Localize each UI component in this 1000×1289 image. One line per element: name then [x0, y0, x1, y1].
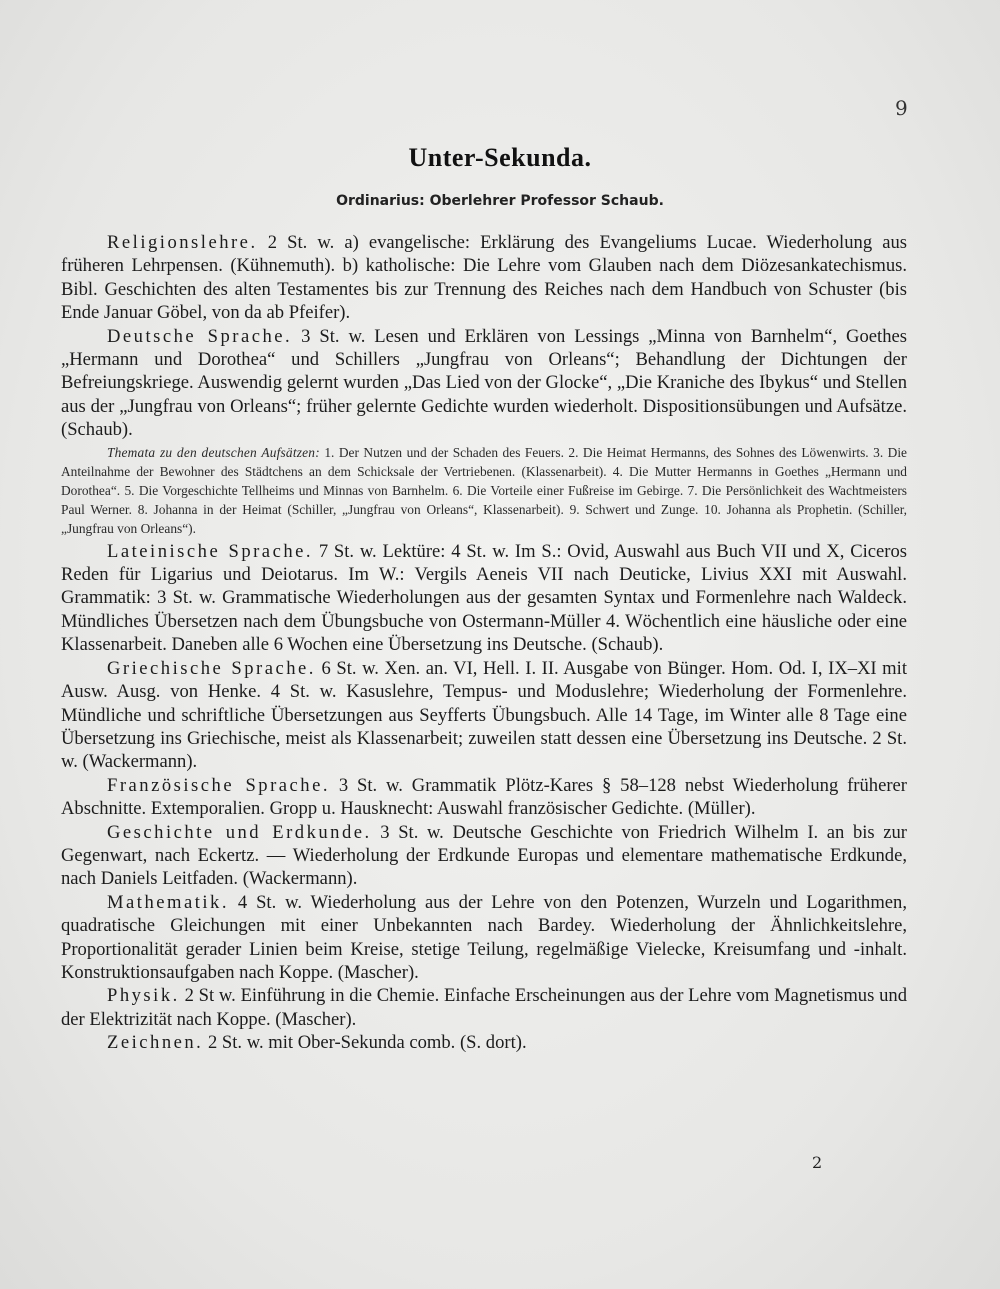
- section-text: 2 St. w. a) evangelische: Erklärung des Evangeliums Lucae. Wiederholung aus früheren Lehrpensen. (Kühnemuth). b) katholische: Die Lehre vom Glauben nach dem Diözesankatechismus. Bibl. Geschichten des alten Testamentes bis zur Trennung des Reiches nach dem Handbuch von Schuster (bis Ende Januar Göbel, von da ab Pfeifer).: [61, 232, 907, 324]
- themes-text: 1. Der Nutzen und der Schaden des Feuers. 2. Die Heimat Hermanns, des Sohnes des Löwenwirts. 3. Die Anteilnahme der Bewohner des Städtchens an dem Schicksale der Vertriebenen. (Klassenarbeit). 4. Die Mutter Hermanns in Goethes „Hermann und Dorothea“. 5. Die Vorgeschichte Tellheims und Minnas von Barnhelm. 6. Die Vorteile einer Fußreise im Gebirge. 7. Die Persönlichkeit des Wachtmeisters Paul Werner. 8. Johanna in der Heimat (Schiller, „Jungfrau von Orleans“, Klassenarbeit). 9. Schwert und Zunge. 10. Johanna als Prophetin. (Schiller, „Jungfrau von Orleans“).: [61, 444, 907, 536]
- section-heading: Religionslehre.: [107, 232, 258, 253]
- section-geschichte: [61, 821, 907, 891]
- section-heading: Physik.: [107, 985, 180, 1007]
- section-text: 6 St. w. Xen. an. VI, Hell. I. II. Ausgabe von Bünger. Hom. Od. I, IX–XI mit Ausw. Ausg. von Henke. 4 St. w. Kasuslehre, Tempus- und Moduslehre; Wiederholung der Formenlehre. Mündliche und schriftliche Übersetzungen aus Seyfferts Übungsbuch. Alle 14 Tage, im Winter alle 8 Tage eine Übersetzung ins Griechische, meist als Klassenarbeit; zuweilen statt dessen eine Übersetzung ins Deutsche. 2 St. w. (Wackermann).: [61, 657, 907, 773]
- section-heading: Geschichte und Erdkunde.: [107, 821, 372, 843]
- page-number: 9: [895, 96, 908, 120]
- section-text: 3 St. w. Lesen und Erklären von Lessings „Minna von Barnhelm“, Goethes „Hermann und Dorothea“ und Schillers „Jungfrau von Orleans“; Behandlung der Dichtungen der Befreiungskriege. Auswendig gelernt wurden „Das Lied von der Glocke“, „Die Kraniche des Ibykus“ und Stellen aus der „Jungfrau von Orleans“; früher gelernte Gedichte wurden wiederholt. Dispositionsübungen und Aufsätze. (Schaub).: [61, 325, 907, 441]
- page-title: Unter-Sekunda.: [408, 143, 592, 172]
- section-text: 2 St. w. mit Ober-Sekunda comb. (S. dort).: [207, 1032, 527, 1054]
- section-heading: Deutsche Sprache.: [107, 325, 293, 347]
- signature-mark: 2: [812, 1153, 823, 1172]
- themes-lead: Themata zu den deutschen Aufsätzen:: [107, 444, 320, 460]
- section-franzoesisch: [61, 774, 907, 821]
- section-heading: Französische Sprache.: [107, 774, 330, 796]
- section-mathematik: [61, 891, 907, 985]
- section-heading: Mathematik.: [107, 891, 229, 913]
- section-text: 3 St. w. Deutsche Geschichte von Friedrich Wilhelm I. an bis zur Gegenwart, nach Eckertz. — Wiederholung der Erdkunde Europas und elementare mathematische Erdkunde, nach Daniels Leitfaden. (Wackermann).: [61, 821, 907, 890]
- document-body: [61, 231, 907, 1055]
- page-subtitle: Ordinarius: Oberlehrer Professor Schaub.: [336, 193, 664, 209]
- section-text: 3 St. w. Grammatik Plötz-Kares § 58–128 nebst Wiederholung früherer Abschnitte. Extemporalien. Gropp u. Hausknecht: Auswahl französischer Gedichte. (Müller).: [61, 774, 907, 820]
- essay-themes: [61, 443, 907, 538]
- section-religion: [61, 231, 907, 325]
- section-physik: [61, 984, 907, 1031]
- section-text: 2 St w. Einführung in die Chemie. Einfache Erscheinungen aus der Lehre vom Magnetismus und der Elektrizität nach Koppe. (Mascher).: [61, 985, 907, 1030]
- section-text: 4 St. w. Wiederholung aus der Lehre von den Potenzen, Wurzeln und Logarithmen, quadratische Gleichungen mit einer Unbekannten nach Bardey. Wiederholung der Ähnlichkeitslehre, Proportionalität gerader Linien beim Kreise, stetige Teilung, regelmäßige Vielecke, Kreisumfang und -inhalt. Konstruktionsaufgaben nach Koppe. (Mascher).: [61, 891, 907, 983]
- section-griechisch: [61, 657, 907, 774]
- section-heading: Zeichnen.: [107, 1032, 204, 1054]
- section-latein: [61, 540, 907, 657]
- section-heading: Lateinische Sprache.: [107, 540, 314, 562]
- section-text: 7 St. w. Lektüre: 4 St. w. Im S.: Ovid, Auswahl aus Buch VII und X, Ciceros Reden für Ligarius und Deiotarus. Im W.: Vergils Aeneis VII nach Deuticke, Livius XXI mit Auswahl. Grammatik: 3 St. w. Grammatische Wiederholungen aus der gesamten Syntax und Formenlehre nach Waldeck. Mündliches Übersetzen nach dem Übungsbuche von Ostermann-Müller 4. Wöchentlich eine häusliche oder eine Klassenarbeit. Daneben alle 6 Wochen eine Übersetzung ins Deutsche. (Schaub).: [61, 540, 907, 656]
- section-heading: Griechische Sprache.: [107, 657, 316, 679]
- section-deutsch: [61, 325, 907, 442]
- section-zeichnen: [61, 1031, 907, 1054]
